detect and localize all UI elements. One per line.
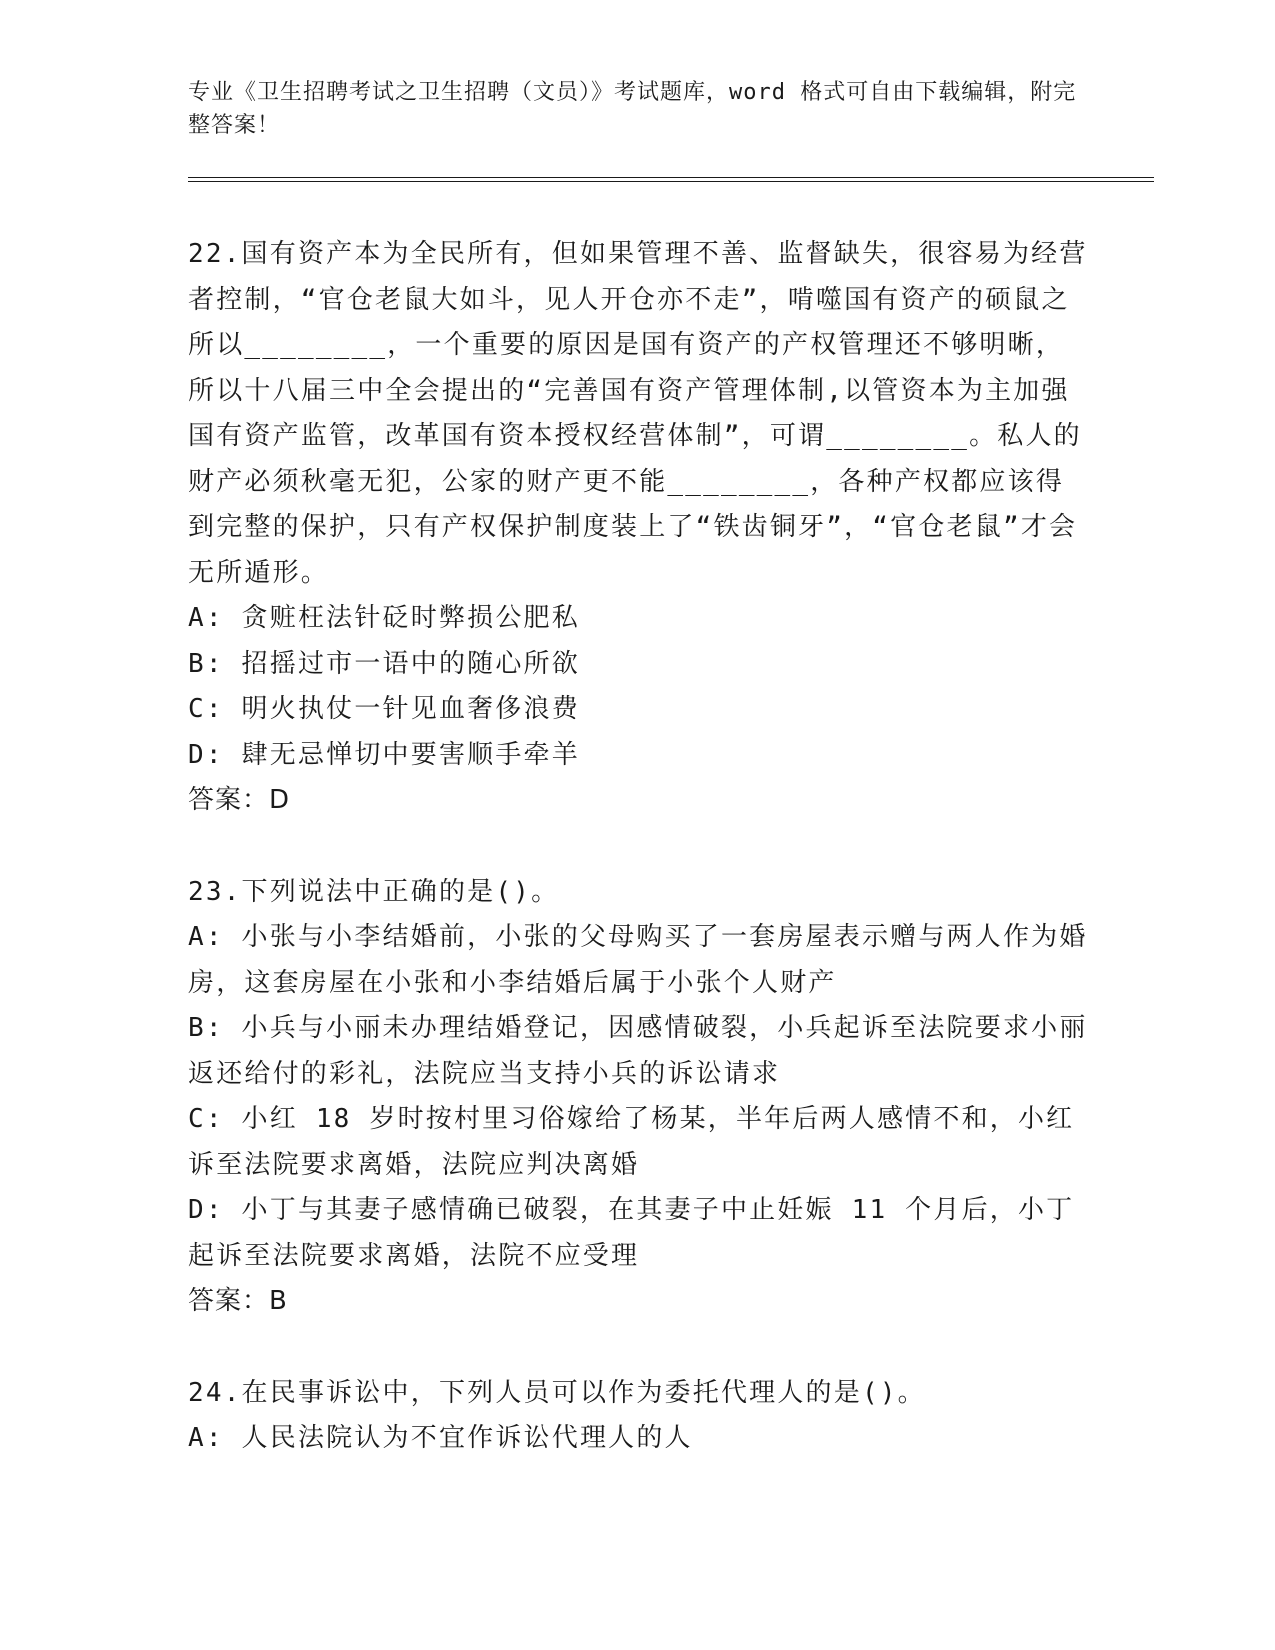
question-stem: 23.下列说法中正确的是()。 xyxy=(188,876,560,907)
answer-label: 答案：B xyxy=(188,1286,288,1316)
question-23 xyxy=(188,870,1088,1325)
option-c: C: 小红 18 岁时按村里习俗嫁给了杨某，半年后两人感情不和，小红诉至法院要求离婚，法院应判决离婚 xyxy=(188,1104,1075,1180)
question-list xyxy=(188,232,1088,1508)
question-stem: 22.国有资产本为全民所有，但如果管理不善、监督缺失，很容易为经营者控制，“官仓老鼠大如斗，见人开仓亦不走”，啃噬国有资产的硕鼠之所以________，一个重要的原因是国有资产的产权管理还不够明晰，所以十八届三中全会提出的“完善国有资产管理体制,以管资本为主加强国有资产监管，改革国有资本授权经营体制”，可谓________。私人的财产必须秋毫无犯，公家的财产更不能________，各种产权都应该得到完整的保护，只有产权保护制度装上了“铁齿铜牙”，“官仓老鼠”才会无所遁形。 xyxy=(188,239,1088,588)
header-divider-top xyxy=(188,177,1154,178)
option-b: B: 招摇过市一语中的随心所欲 xyxy=(188,648,580,679)
option-c: C: 明火执仗一针见血奢侈浪费 xyxy=(188,694,580,724)
question-24 xyxy=(188,1371,1088,1462)
question-stem: 24.在民事诉讼中，下列人员可以作为委托代理人的是()。 xyxy=(188,1377,926,1408)
option-a: A: 小张与小李结婚前，小张的父母购买了一套房屋表示赠与两人作为婚房，这套房屋在小张和小李结婚后属于小张个人财产 xyxy=(188,922,1088,998)
option-b: B: 小兵与小丽未办理结婚登记，因感情破裂，小兵起诉至法院要求小丽返还给付的彩礼，法院应当支持小兵的诉讼请求 xyxy=(188,1013,1088,1089)
header-divider-bottom xyxy=(188,181,1154,182)
option-d: D: 肆无忌惮切中要害顺手牵羊 xyxy=(188,739,580,770)
answer-label: 答案：D xyxy=(188,785,291,815)
option-d: D: 小丁与其妻子感情确已破裂，在其妻子中止妊娠 11 个月后，小丁起诉至法院要求离婚，法院不应受理 xyxy=(188,1195,1075,1271)
question-22 xyxy=(188,232,1088,824)
option-a: A: 人民法院认为不宜作诉讼代理人的人 xyxy=(188,1423,693,1453)
option-a: A: 贪赃枉法针砭时弊损公肥私 xyxy=(188,603,580,633)
document-header: 专业《卫生招聘考试之卫生招聘（文员）》考试题库，word 格式可自由下载编辑，附完整答案！ xyxy=(188,80,1077,138)
